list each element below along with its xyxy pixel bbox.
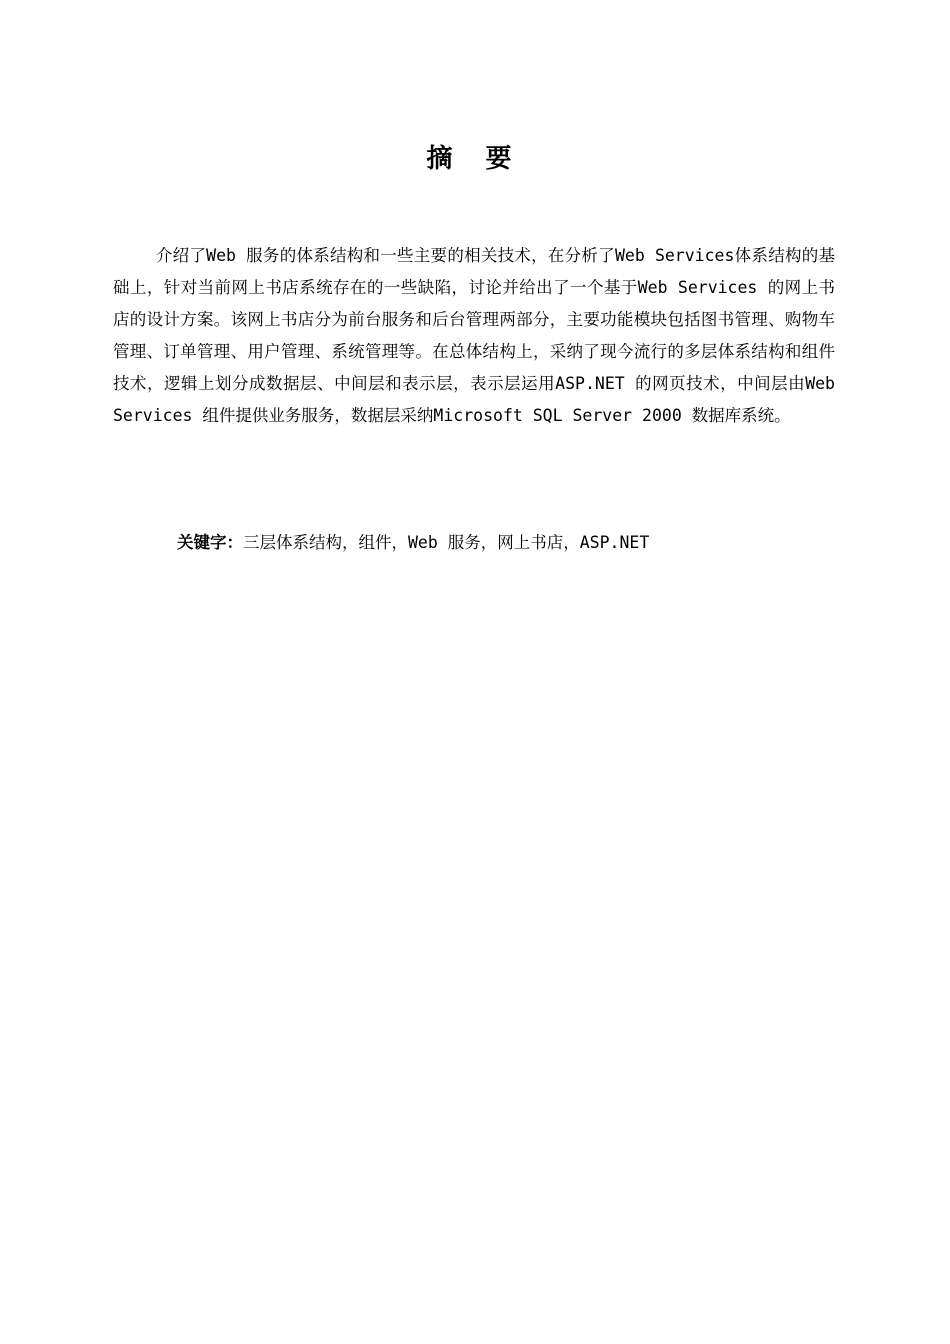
abstract-paragraph: 介绍了Web 服务的体系结构和一些主要的相关技术，在分析了Web Services体系结构的基础上，针对当前网上书店系统存在的一些缺陷，讨论并给出了一个基于Web Services 的网上书店的设计方案。该网上书店分为前台服务和后台管理两部分，主要功能模块包括图书管理、购物车管理、订单管理、用户管理、系统管理等。在总体结构上，采纳了现今流行的多层体系结构和组件技术，逻辑上划分成数据层、中间层和表示层，表示层运用ASP.NET 的网页技术，中间层由Web Services 组件提供业务服务，数据层采纳Microsoft SQL Server 2000 数据库系统。: [113, 246, 835, 425]
keywords-label: 关键字：: [177, 533, 243, 552]
keywords-text: 三层体系结构，组件，Web 服务，网上书店，ASP.NET: [243, 533, 650, 552]
keywords-line: [177, 527, 837, 559]
page-title: 摘 要: [426, 144, 524, 174]
